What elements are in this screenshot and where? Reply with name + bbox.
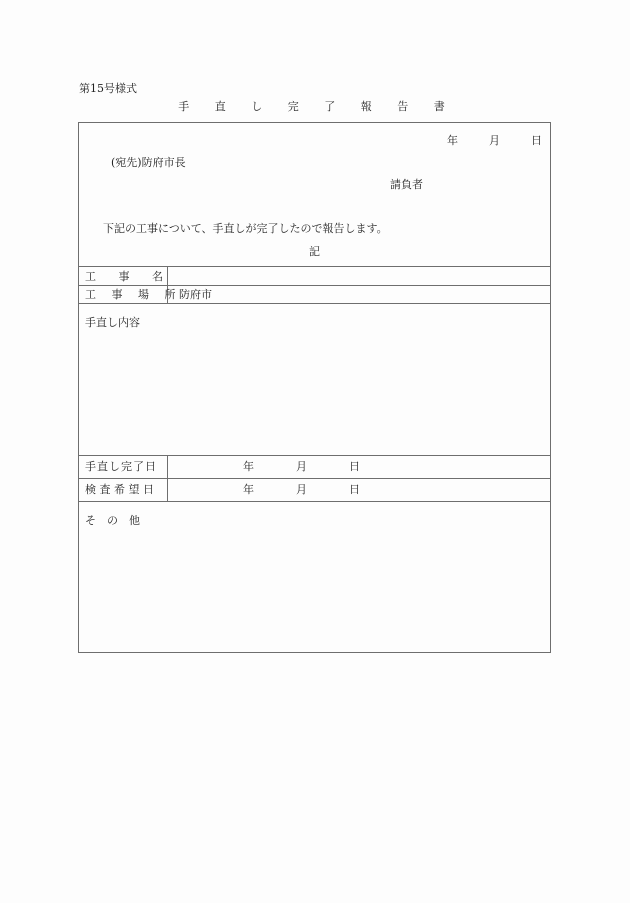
project-location-label: 工 事 場 所	[85, 288, 182, 301]
project-name-field[interactable]	[173, 268, 549, 283]
inspection-date-year: 年	[243, 483, 254, 496]
header-date-day: 日	[531, 134, 542, 147]
completion-date-year: 年	[243, 460, 254, 473]
addressee: (宛先)防府市長	[111, 156, 186, 169]
repair-contents-label: 手直し内容	[85, 316, 140, 329]
divider	[79, 455, 550, 456]
other-field[interactable]	[85, 531, 545, 646]
completion-date-month: 月	[296, 460, 307, 473]
completion-date-label: 手直し完了日	[85, 460, 157, 473]
form-number: 第15号様式	[79, 82, 137, 95]
inspection-date-month: 月	[296, 483, 307, 496]
inspection-date-field[interactable]	[243, 484, 360, 495]
inspection-date-label: 検 査 希 望 日	[85, 483, 154, 496]
column-divider	[167, 455, 168, 501]
divider	[79, 266, 550, 267]
contractor-label: 請負者	[390, 178, 423, 191]
completion-date-field[interactable]	[243, 461, 360, 472]
report-statement: 下記の工事について、手直しが完了したので報告します。	[103, 222, 388, 235]
document-title: 手 直 し 完 了 報 告 書	[178, 100, 456, 113]
divider	[79, 303, 550, 304]
header-date-year: 年	[447, 134, 458, 147]
header-date-month: 月	[489, 134, 500, 147]
repair-contents-field[interactable]	[85, 333, 545, 451]
report-form	[78, 122, 551, 653]
project-name-label: 工 事 名	[85, 270, 163, 283]
completion-date-day: 日	[349, 460, 360, 473]
inspection-date-day: 日	[349, 483, 360, 496]
project-location-field[interactable]: 防府市	[179, 288, 212, 301]
divider	[79, 478, 550, 479]
ki-heading: 記	[309, 245, 320, 258]
header-date	[447, 135, 542, 146]
other-label: そ の 他	[85, 514, 140, 527]
divider	[79, 285, 550, 286]
divider	[79, 501, 550, 502]
